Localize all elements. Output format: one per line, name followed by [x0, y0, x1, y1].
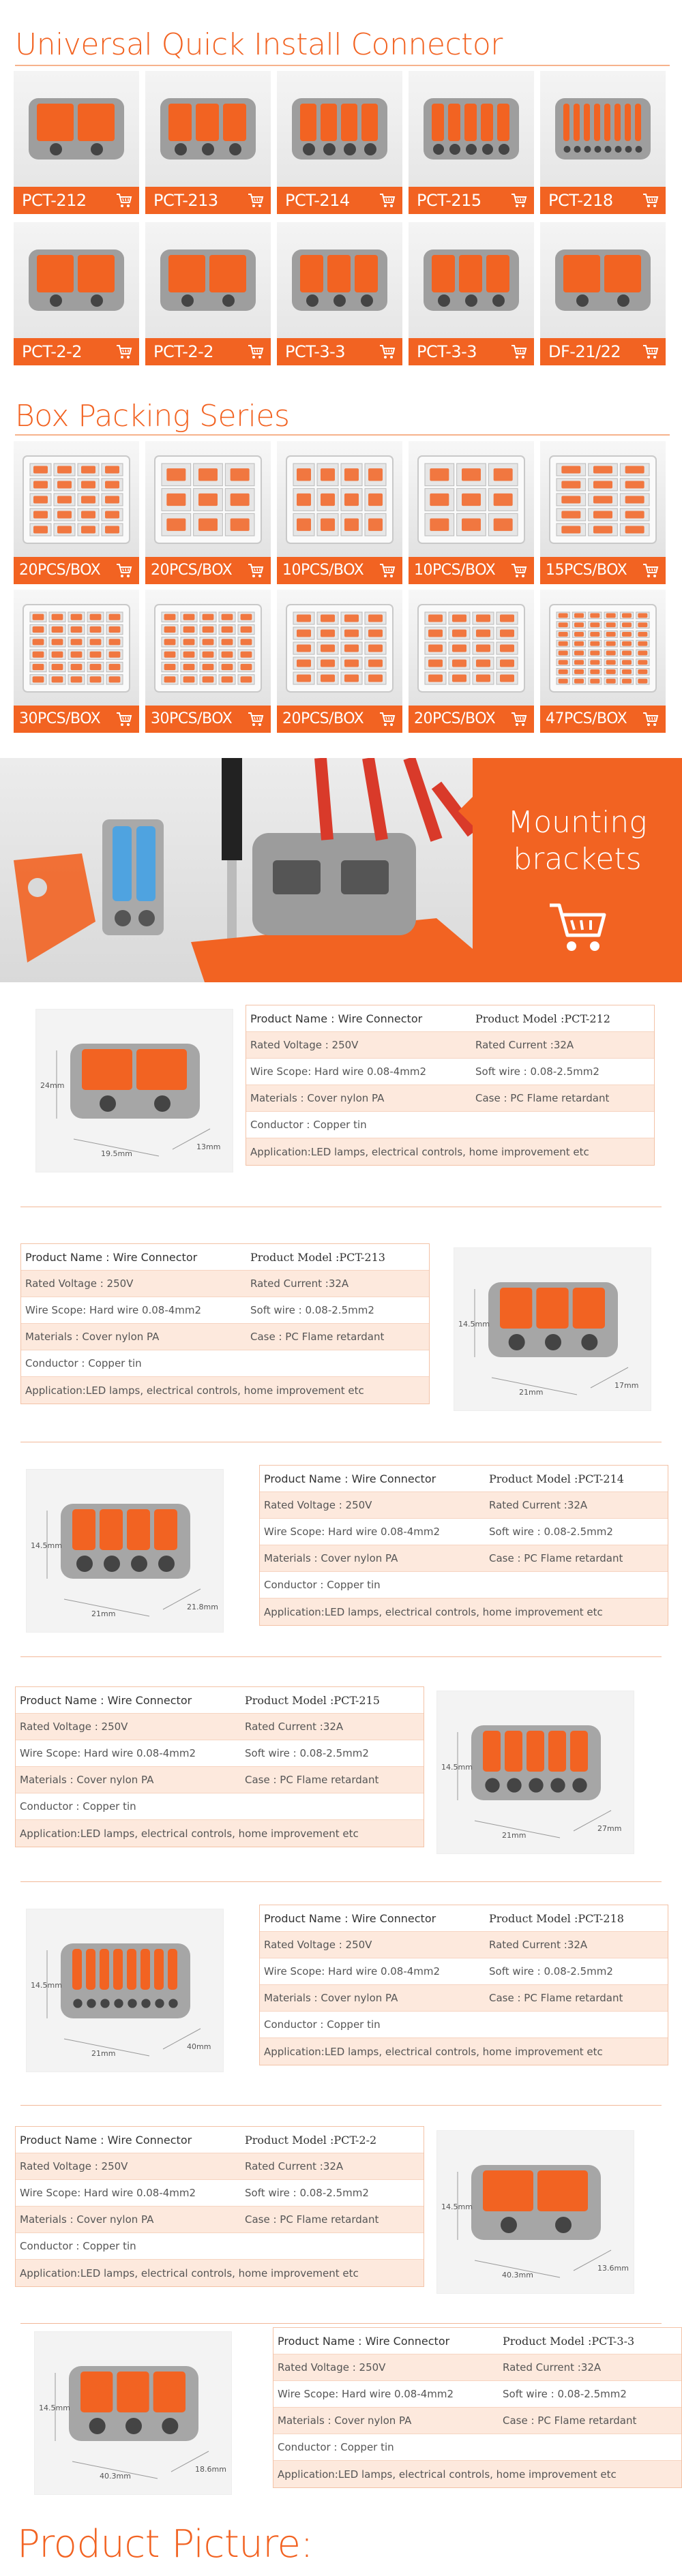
section-divider [20, 2323, 662, 2324]
spec-rated-voltage: Rated Voltage : 250V [264, 1939, 372, 1951]
dim-depth: 21.8mm [187, 1603, 218, 1611]
spec-table [259, 1905, 668, 2065]
spec-table [259, 1465, 668, 1626]
dim-width: 21mm [519, 1388, 544, 1397]
spec-row [16, 2233, 424, 2260]
dim-depth: 18.6mm [195, 2465, 226, 2474]
spec-row-title [260, 1466, 668, 1492]
spec-rated-voltage: Rated Voltage : 250V [25, 1277, 134, 1290]
connector-photo [540, 222, 666, 338]
shopping-cart-icon[interactable] [511, 563, 527, 578]
spec-rated-voltage: Rated Voltage : 250V [20, 1721, 128, 1733]
spec-case: Case : PC Flame retardant [250, 1331, 385, 1343]
shopping-cart-icon[interactable] [248, 563, 264, 578]
section-divider [20, 1881, 662, 1882]
box-tile[interactable] [540, 441, 666, 584]
spec-hard-wire: Wire Scope: Hard wire 0.08-4mm2 [264, 1526, 441, 1538]
shopping-cart-icon[interactable] [116, 193, 132, 208]
dim-width: 21mm [502, 1831, 527, 1840]
spec-soft-wire: Soft wire : 0.08-2.5mm2 [250, 1304, 374, 1316]
spec-row [246, 1059, 654, 1085]
shopping-cart-icon[interactable] [642, 193, 659, 208]
spec-materials: Materials : Cover nylon PA [20, 1774, 154, 1786]
box-label: 20PCS/BOX [19, 562, 101, 579]
spec-conductor: Conductor : Copper tin [20, 1800, 136, 1813]
spec-row [260, 1932, 668, 1958]
spec-soft-wire: Soft wire : 0.08-2.5mm2 [475, 1065, 599, 1078]
spec-row [246, 1138, 654, 1165]
box-tile[interactable] [409, 590, 534, 733]
dim-depth: 17mm [614, 1381, 639, 1390]
spec-conductor: Conductor : Copper tin [264, 1579, 381, 1591]
spec-materials: Materials : Cover nylon PA [264, 1552, 398, 1564]
box-label: 20PCS/BOX [151, 562, 233, 579]
box-label: 20PCS/BOX [414, 710, 496, 727]
spec-row [21, 1297, 429, 1324]
mounting-title-line2: brackets [513, 842, 642, 877]
connector-tile[interactable] [409, 71, 534, 214]
connector-label: PCT-214 [285, 191, 350, 210]
spec-conductor: Conductor : Copper tin [278, 2441, 394, 2453]
spec-rated-current: Rated Current :32A [475, 1039, 574, 1051]
spec-rated-voltage: Rated Voltage : 250V [264, 1499, 372, 1511]
spec-hard-wire: Wire Scope: Hard wire 0.08-4mm2 [278, 2388, 454, 2400]
dim-width: 40.3mm [100, 2472, 131, 2481]
connector-tile[interactable] [540, 222, 666, 365]
spec-row [273, 2408, 681, 2434]
box-photo [14, 441, 139, 557]
spec-row [246, 1032, 654, 1059]
box-tile[interactable] [145, 590, 271, 733]
spec-rated-current: Rated Current :32A [489, 1939, 588, 1951]
box-tile[interactable] [277, 590, 402, 733]
spec-row [21, 1377, 429, 1404]
mounting-title-line1: Mounting [507, 805, 647, 840]
section-title-connectors: Universal Quick Install Connector [15, 27, 503, 62]
box-label-bar [540, 706, 666, 733]
spec-row-title [273, 2328, 681, 2354]
connector-label-bar [540, 338, 666, 365]
box-tile[interactable] [409, 441, 534, 584]
spec-product-name: Product Name : Wire Connector [25, 1250, 198, 1264]
connector-label: PCT-215 [417, 191, 481, 210]
mounting-photo [0, 758, 473, 982]
spec-row [260, 1572, 668, 1598]
spec-row [21, 1324, 429, 1350]
spec-materials: Materials : Cover nylon PA [278, 2414, 412, 2427]
box-tile[interactable] [277, 441, 402, 584]
product-image [35, 1009, 233, 1172]
box-label: 47PCS/BOX [546, 710, 627, 727]
connector-photo [14, 222, 139, 338]
spec-rated-voltage: Rated Voltage : 250V [250, 1039, 359, 1051]
spec-soft-wire: Soft wire : 0.08-2.5mm2 [245, 1747, 369, 1759]
spec-row-title [16, 1687, 424, 1714]
dim-height: 14.5mm [39, 2404, 70, 2412]
spec-row [260, 1492, 668, 1519]
dim-depth: 40mm [187, 2042, 211, 2051]
dim-height: 14.5mm [441, 1763, 473, 1772]
connector-label: PCT-3-3 [417, 342, 477, 361]
dim-height: 24mm [40, 1081, 65, 1090]
spec-product-model: Product Model :PCT-213 [250, 1250, 385, 1264]
shopping-cart-icon[interactable] [248, 193, 264, 208]
box-label-bar [145, 706, 271, 733]
spec-application: Application:LED lamps, electrical controls, home improvement etc [20, 1827, 359, 1840]
spec-row [16, 2260, 424, 2286]
connector-label-bar [14, 338, 139, 365]
spec-soft-wire: Soft wire : 0.08-2.5mm2 [489, 1965, 613, 1978]
shopping-cart-icon[interactable] [642, 563, 659, 578]
spec-row [16, 1820, 424, 1847]
spec-row [16, 2153, 424, 2180]
spec-rated-current: Rated Current :32A [245, 2160, 344, 2172]
spec-case: Case : PC Flame retardant [503, 2414, 637, 2427]
shopping-cart-icon[interactable] [379, 344, 396, 359]
spec-row [16, 1740, 424, 1767]
section-rule [15, 65, 670, 66]
spec-application: Application:LED lamps, electrical controls, home improvement etc [278, 2468, 617, 2481]
connector-tile[interactable] [409, 222, 534, 365]
connector-photo [409, 222, 534, 338]
box-label-bar [277, 706, 402, 733]
box-photo [540, 441, 666, 557]
shopping-cart-icon[interactable] [379, 193, 396, 208]
connector-label: PCT-212 [22, 191, 87, 210]
spec-product-name: Product Name : Wire Connector [278, 2334, 450, 2348]
mounting-notch [458, 796, 473, 826]
spec-application: Application:LED lamps, electrical controls, home improvement etc [264, 1605, 603, 1618]
spec-materials: Materials : Cover nylon PA [25, 1331, 160, 1343]
connector-label: PCT-218 [548, 191, 613, 210]
spec-conductor: Conductor : Copper tin [20, 2240, 136, 2252]
product-image [26, 1909, 224, 2072]
dim-width: 21mm [91, 2049, 116, 2058]
product-image [34, 2331, 232, 2495]
shopping-cart-icon[interactable] [379, 563, 396, 578]
section-divider [20, 1656, 662, 1657]
shopping-cart-icon[interactable] [511, 712, 527, 727]
spec-product-name: Product Name : Wire Connector [20, 1693, 192, 1707]
spec-row-title [246, 1005, 654, 1032]
spec-product-model: Product Model :PCT-218 [489, 1911, 624, 1925]
spec-product-model: Product Model :PCT-2-2 [245, 2133, 377, 2147]
box-photo [277, 441, 402, 557]
spec-row [16, 2180, 424, 2207]
spec-application: Application:LED lamps, electrical controls, home improvement etc [264, 2045, 603, 2058]
spec-row [260, 1545, 668, 1572]
shopping-cart-icon[interactable] [511, 344, 527, 359]
spec-hard-wire: Wire Scope: Hard wire 0.08-4mm2 [20, 2187, 196, 2199]
connector-label: PCT-213 [153, 191, 218, 210]
box-label: 20PCS/BOX [282, 710, 364, 727]
dim-height: 14.5mm [31, 1541, 62, 1550]
spec-soft-wire: Soft wire : 0.08-2.5mm2 [503, 2388, 627, 2400]
connector-label-bar [145, 338, 271, 365]
product-image [436, 1691, 634, 1854]
connector-photo [145, 222, 271, 338]
spec-product-model: Product Model :PCT-214 [489, 1472, 624, 1485]
spec-case: Case : PC Flame retardant [245, 2213, 379, 2226]
spec-table [273, 2327, 682, 2488]
box-photo [145, 590, 271, 706]
box-tile[interactable] [540, 590, 666, 733]
spec-row [260, 1598, 668, 1625]
section-divider [20, 2105, 662, 2106]
spec-hard-wire: Wire Scope: Hard wire 0.08-4mm2 [264, 1965, 441, 1978]
spec-conductor: Conductor : Copper tin [264, 2018, 381, 2031]
box-label-bar [14, 706, 139, 733]
box-label: 30PCS/BOX [19, 710, 101, 727]
spec-materials: Materials : Cover nylon PA [250, 1092, 385, 1104]
spec-table [246, 1005, 655, 1166]
spec-rated-current: Rated Current :32A [250, 1277, 349, 1290]
spec-hard-wire: Wire Scope: Hard wire 0.08-4mm2 [20, 1747, 196, 1759]
shopping-cart-icon[interactable] [379, 712, 396, 727]
connector-label-bar [14, 187, 139, 214]
spec-row [273, 2434, 681, 2461]
spec-soft-wire: Soft wire : 0.08-2.5mm2 [245, 2187, 369, 2199]
spec-row [273, 2381, 681, 2408]
spec-rated-voltage: Rated Voltage : 250V [20, 2160, 128, 2172]
spec-soft-wire: Soft wire : 0.08-2.5mm2 [489, 1526, 613, 1538]
spec-rated-current: Rated Current :32A [503, 2361, 602, 2374]
shopping-cart-icon[interactable] [248, 712, 264, 727]
box-label-bar [409, 557, 534, 584]
box-label: 10PCS/BOX [282, 562, 364, 579]
section-rule [15, 434, 670, 436]
box-label-bar [277, 557, 402, 584]
shopping-cart-icon[interactable] [116, 712, 132, 727]
spec-case: Case : PC Flame retardant [245, 1774, 379, 1786]
spec-application: Application:LED lamps, electrical controls, home improvement etc [25, 1384, 364, 1397]
spec-row-title [260, 1905, 668, 1932]
connector-tile[interactable] [277, 222, 402, 365]
connector-label-bar [277, 338, 402, 365]
box-tile[interactable] [14, 590, 139, 733]
spec-row [260, 2038, 668, 2065]
spec-row [260, 1519, 668, 1545]
spec-table [20, 1243, 430, 1404]
connector-tile[interactable] [145, 222, 271, 365]
connector-tile[interactable] [14, 222, 139, 365]
shopping-cart-icon[interactable] [511, 193, 527, 208]
box-label-bar [14, 557, 139, 584]
spec-application: Application:LED lamps, electrical controls, home improvement etc [20, 2267, 359, 2279]
product-image [436, 2130, 634, 2294]
dim-height: 14.5mm [458, 1320, 490, 1329]
spec-application: Application:LED lamps, electrical controls, home improvement etc [250, 1145, 589, 1158]
section-title-box-packing: Box Packing Series [15, 399, 290, 434]
connector-photo [540, 71, 666, 187]
dim-width: 21mm [91, 1609, 116, 1618]
connector-label-bar [145, 187, 271, 214]
spec-row-title [16, 2127, 424, 2153]
box-label-bar [540, 557, 666, 584]
spec-table [15, 1686, 424, 1847]
mounting-title [473, 804, 682, 878]
box-photo [14, 590, 139, 706]
spec-case: Case : PC Flame retardant [475, 1092, 610, 1104]
spec-table [15, 2126, 424, 2287]
box-photo [540, 590, 666, 706]
spec-rated-voltage: Rated Voltage : 250V [278, 2361, 386, 2374]
connector-tile[interactable] [277, 71, 402, 214]
spec-conductor: Conductor : Copper tin [25, 1357, 142, 1369]
product-picture-title: Product Picture: [17, 2522, 313, 2566]
box-photo [145, 441, 271, 557]
connector-photo [14, 71, 139, 187]
connector-label-bar [409, 338, 534, 365]
connector-label-bar [409, 187, 534, 214]
spec-materials: Materials : Cover nylon PA [20, 2213, 154, 2226]
dim-depth: 13.6mm [597, 2264, 629, 2273]
connector-tile[interactable] [145, 71, 271, 214]
spec-row [273, 2461, 681, 2487]
spec-hard-wire: Wire Scope: Hard wire 0.08-4mm2 [250, 1065, 427, 1078]
spec-row [16, 2207, 424, 2233]
spec-row [273, 2354, 681, 2381]
spec-row-title [21, 1244, 429, 1271]
connector-label: PCT-2-2 [22, 342, 83, 361]
box-label-bar [145, 557, 271, 584]
product-image [26, 1469, 224, 1633]
connector-photo [277, 71, 402, 187]
spec-product-name: Product Name : Wire Connector [20, 2133, 192, 2147]
box-label: 10PCS/BOX [414, 562, 496, 579]
spec-row [16, 1714, 424, 1740]
dim-width: 40.3mm [502, 2271, 533, 2279]
spec-row [260, 1958, 668, 1985]
spec-row [16, 1767, 424, 1793]
spec-materials: Materials : Cover nylon PA [264, 1992, 398, 2004]
box-label-bar [409, 706, 534, 733]
shopping-cart-icon[interactable] [547, 900, 608, 954]
spec-hard-wire: Wire Scope: Hard wire 0.08-4mm2 [25, 1304, 202, 1316]
spec-rated-current: Rated Current :32A [245, 1721, 344, 1733]
connector-photo [277, 222, 402, 338]
spec-product-name: Product Name : Wire Connector [250, 1012, 423, 1025]
connector-photo [145, 71, 271, 187]
spec-row [16, 1793, 424, 1820]
spec-row [260, 2012, 668, 2038]
spec-product-model: Product Model :PCT-215 [245, 1693, 380, 1707]
spec-row [246, 1085, 654, 1112]
spec-rated-current: Rated Current :32A [489, 1499, 588, 1511]
spec-product-model: Product Model :PCT-212 [475, 1012, 610, 1025]
connector-tile[interactable] [14, 71, 139, 214]
box-label: 15PCS/BOX [546, 562, 627, 579]
spec-case: Case : PC Flame retardant [489, 1992, 623, 2004]
shopping-cart-icon[interactable] [642, 712, 659, 727]
box-photo [409, 441, 534, 557]
connector-label: DF-21/22 [548, 342, 621, 361]
spec-conductor: Conductor : Copper tin [250, 1119, 367, 1131]
mounting-bracket-illustration [0, 758, 473, 982]
box-label: 30PCS/BOX [151, 710, 233, 727]
connector-label: PCT-3-3 [285, 342, 346, 361]
spec-product-model: Product Model :PCT-3-3 [503, 2334, 635, 2348]
shopping-cart-icon[interactable] [116, 563, 132, 578]
spec-row [260, 1985, 668, 2012]
connector-photo [409, 71, 534, 187]
dim-width: 19.5mm [101, 1149, 132, 1158]
connector-label-bar [540, 187, 666, 214]
box-tile[interactable] [145, 441, 271, 584]
connector-label-bar [277, 187, 402, 214]
spec-product-name: Product Name : Wire Connector [264, 1472, 436, 1485]
spec-row [246, 1112, 654, 1138]
shopping-cart-icon[interactable] [642, 344, 659, 359]
dim-height: 14.5mm [441, 2202, 473, 2211]
box-photo [277, 590, 402, 706]
shopping-cart-icon[interactable] [248, 344, 264, 359]
connector-label: PCT-2-2 [153, 342, 214, 361]
connector-tile[interactable] [540, 71, 666, 214]
dim-depth: 13mm [196, 1142, 221, 1151]
dim-depth: 27mm [597, 1824, 622, 1833]
product-image [454, 1247, 651, 1411]
spec-case: Case : PC Flame retardant [489, 1552, 623, 1564]
spec-row [21, 1350, 429, 1377]
spec-row [21, 1271, 429, 1297]
shopping-cart-icon[interactable] [116, 344, 132, 359]
box-photo [409, 590, 534, 706]
spec-product-name: Product Name : Wire Connector [264, 1911, 436, 1925]
dim-height: 14.5mm [31, 1981, 62, 1990]
box-tile[interactable] [14, 441, 139, 584]
